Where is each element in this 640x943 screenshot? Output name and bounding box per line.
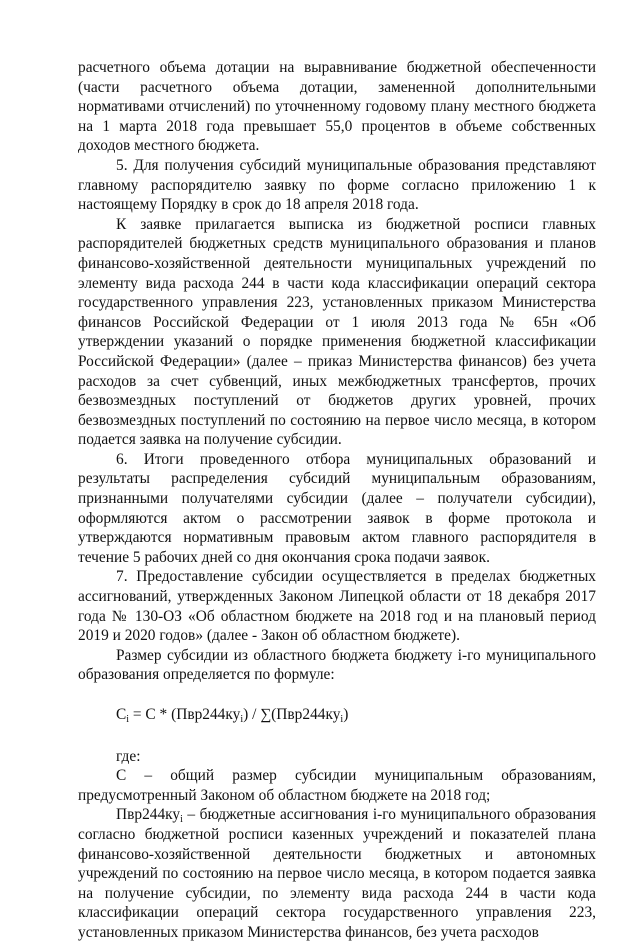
paragraph-subsidy-size: Размер субсидии из областного бюджета бюджету i-го муниципального образования определяется по формуле: xyxy=(78,646,596,684)
paragraph-item-7: 7. Предоставление субсидии осуществляется в пределах бюджетных ассигнований, утвержденных Законом Липецкой области от 18 декабря 2017 года № 130-ОЗ «Об областном бюджете на 2018 год и на плановый период 2019 и 2020 годов» (далее - Закон об областном бюджете). xyxy=(78,568,596,645)
paragraph-dotation: расчетного объема дотации на выравнивание бюджетной обеспеченности (части расчетного объема дотации, замененной дополнительными нормативами отчислений) по уточненному годовому плану местного бюджета на 1 марта 2018 года превышает 55,0 процентов в объеме собственных доходов местного бюджета. xyxy=(78,59,596,155)
formula-subscript: i xyxy=(240,714,244,725)
definition-c: С – общий размер субсидии муниципальным образованиям, предусмотренный Законом об областном бюджете на 2018 год; xyxy=(78,767,596,804)
subsidy-formula xyxy=(116,705,596,725)
definition-term: Пвр244ку xyxy=(116,806,181,824)
document-page xyxy=(78,58,596,943)
formula-lhs: C xyxy=(116,706,127,723)
formula-subscript: i xyxy=(126,714,130,725)
paragraph-attachment: К заявке прилагается выписка из бюджетной росписи главных распорядителей бюджетных средств муниципального образования и планов финансово-хозяйственной деятельности муниципальных учреждений по элементу вида расхода 244 в части кода классификации операций сектора государственного управления 223, установленных приказом Министерства финансов Российской Федерации от 1 июля 2013 года № 65н «Об утверждении указаний о порядке применения бюджетной классификации Российской Федерации» (далее – приказ Министерства финансов) без учета расходов за счет субвенций, иных межбюджетных трансфертов, прочих безвозмездных поступлений от бюджетов других уровней, прочих безвозмездных поступлений по состоянию на первое число месяца, в котором подается заявка на получение субсидии. xyxy=(78,215,596,449)
definition-pvr xyxy=(78,805,596,942)
formula-part: ) / ∑(Пвр244ку xyxy=(243,706,341,723)
where-label: где: xyxy=(116,747,141,765)
paragraph-item-5: 5. Для получения субсидий муниципальные образования представляют главному распорядителю заявку по форме согласно приложению 1 к настоящему Порядку в срок до 18 апреля 2018 года. xyxy=(78,156,596,214)
definition-text: – бюджетные ассигнования i-го муниципального образования согласно бюджетной росписи казенных учреждений и показателей плана финансово-хозяйственной деятельности бюджетных и автономных учреждений по состоянию на первое число месяца, в котором подается заявка на получение субсидии, по элементу вида расхода 244 в части кода классификации операций сектора государственного управления 223, установленных приказом Министерства финансов, без учета расходов xyxy=(78,806,596,941)
formula-subscript: i xyxy=(340,714,344,725)
formula-part: = C * (Пвр244ку xyxy=(129,706,241,723)
definition-subscript: i xyxy=(180,814,183,826)
formula-part: ) xyxy=(343,706,349,723)
paragraph-item-6: 6. Итоги проведенного отбора муниципальных образований и результаты распределения субсидий муниципальным образованиям, признанными получателями субсидии (далее – получатели субсидии), оформляются актом о рассмотрении заявок в форме протокола и утверждаются нормативным правовым актом главного распорядителя в течение 5 рабочих дней со дня окончания срока подачи заявок. xyxy=(78,450,596,566)
